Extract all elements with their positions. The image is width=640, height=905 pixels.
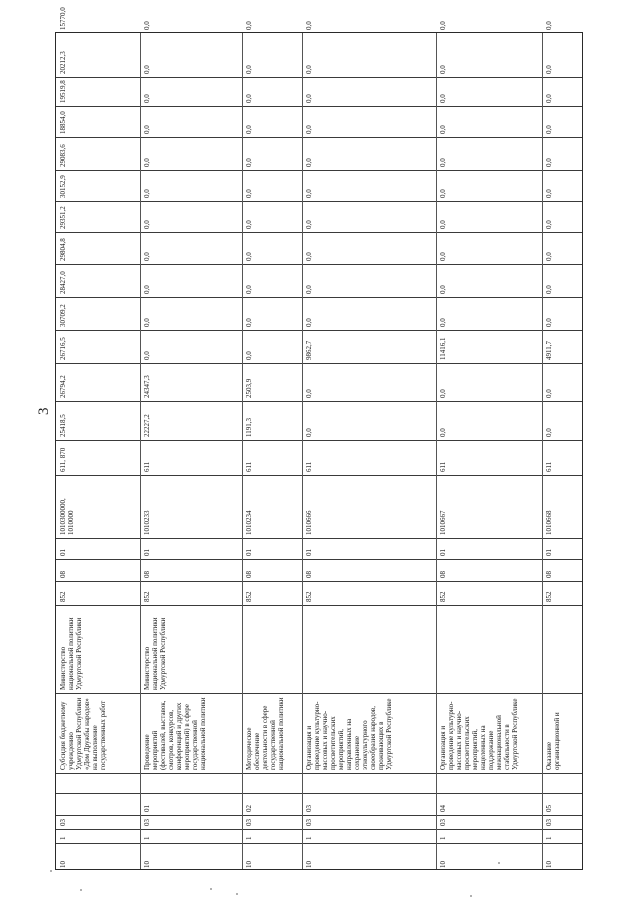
year-value: 0,0: [439, 158, 447, 167]
year-value: 0,0: [439, 65, 447, 74]
year-value: 9862,7: [305, 340, 313, 360]
column-divider: [56, 538, 582, 539]
year-value: 29351,2: [59, 206, 67, 229]
year-value: 15770,0: [59, 7, 67, 30]
year-value: 0,0: [305, 158, 313, 167]
year-value: 0,0: [143, 285, 151, 294]
executor-name: Министерство национальной политики Удмуртской Республики: [143, 617, 167, 690]
grbs-code: 852: [305, 591, 313, 602]
year-value: 29804,8: [59, 238, 67, 261]
target-article-code: 1010300000, 1010000: [59, 498, 75, 535]
page-number: 3: [36, 407, 52, 415]
grbs-code: 852: [545, 591, 553, 602]
year-value: 0,0: [305, 252, 313, 261]
code-cell: 1: [143, 836, 151, 840]
column-divider: [56, 106, 582, 107]
column-divider: [56, 137, 582, 138]
year-value: 0,0: [305, 189, 313, 198]
expense-type-code: 611: [143, 461, 151, 472]
scan-speck: [80, 889, 82, 891]
subsection-code: 01: [305, 549, 313, 556]
column-divider: [56, 440, 582, 441]
column-divider: [56, 401, 582, 402]
year-value: 0,0: [305, 94, 313, 103]
year-value: 0,0: [143, 94, 151, 103]
year-value: 0,0: [305, 428, 313, 437]
year-value: 30152,9: [59, 175, 67, 198]
year-value: 0,0: [545, 94, 553, 103]
code-cell: 05: [545, 805, 553, 812]
code-cell: 1: [245, 836, 253, 840]
year-value: 0,0: [439, 318, 447, 327]
year-value: 26716,5: [59, 337, 67, 360]
year-value: 1191,3: [245, 418, 253, 437]
year-value: 0,0: [143, 21, 151, 30]
year-value: 0,0: [545, 21, 553, 30]
code-cell: 03: [439, 819, 447, 826]
year-value: 0,0: [245, 220, 253, 229]
target-article-code: 1010667: [439, 510, 447, 535]
column-divider: [56, 581, 582, 582]
code-cell: 03: [545, 819, 553, 826]
year-value: 0,0: [143, 65, 151, 74]
scan-speck: [50, 870, 52, 872]
year-value: 0,0: [439, 428, 447, 437]
code-cell: 1: [59, 836, 67, 840]
year-value: 0,0: [439, 21, 447, 30]
year-value: 0,0: [439, 94, 447, 103]
year-value: 0,0: [439, 252, 447, 261]
year-value: 24347,3: [143, 375, 151, 398]
year-value: 0,0: [143, 189, 151, 198]
year-value: 0,0: [545, 389, 553, 398]
section-code: 08: [59, 571, 67, 578]
year-value: 0,0: [545, 189, 553, 198]
year-value: 25418,5: [59, 414, 67, 437]
subsection-code: 01: [245, 549, 253, 556]
grbs-code: 852: [143, 591, 151, 602]
column-divider: [56, 843, 582, 844]
column-divider: [56, 201, 582, 202]
year-value: 29083,6: [59, 144, 67, 167]
year-value: 0,0: [245, 318, 253, 327]
program-name: Организация и проведение культурно-массовых и научно-просветительских мероприятий, направленных на сохранение этнокультурного своеобразия народов, проживающих в Удмуртской Республике: [305, 698, 393, 770]
year-value: 19519,8: [59, 80, 67, 103]
column-divider: [56, 605, 582, 606]
grbs-code: 852: [59, 591, 67, 602]
column-divider: [56, 793, 582, 794]
year-value: 30709,2: [59, 304, 67, 327]
column-divider: [56, 232, 582, 233]
row-divider: [242, 33, 243, 869]
year-value: 0,0: [245, 189, 253, 198]
target-article-code: 1010668: [545, 510, 553, 535]
year-value: 0,0: [143, 158, 151, 167]
year-value: 0,0: [143, 351, 151, 360]
subsection-code: 01: [59, 549, 67, 556]
column-divider: [56, 475, 582, 476]
section-code: 08: [545, 571, 553, 578]
row-divider: [302, 33, 303, 869]
column-divider: [56, 829, 582, 830]
code-cell: 10: [545, 861, 553, 868]
year-value: 0,0: [545, 428, 553, 437]
year-value: 0,0: [245, 252, 253, 261]
section-code: 08: [143, 571, 151, 578]
budget-table: [55, 7, 583, 870]
subsection-code: 01: [439, 549, 447, 556]
year-value: 4911,7: [545, 341, 553, 360]
year-value: 0,0: [245, 125, 253, 134]
code-cell: 03: [143, 819, 151, 826]
year-value: 22227,2: [143, 414, 151, 437]
code-cell: 03: [305, 805, 313, 812]
year-value: 0,0: [545, 252, 553, 261]
code-cell: 10: [245, 861, 253, 868]
code-cell: 10: [59, 861, 67, 868]
expense-type-code: 611: [439, 461, 447, 472]
year-value: 0,0: [305, 285, 313, 294]
column-divider: [56, 330, 582, 331]
grbs-code: 852: [439, 591, 447, 602]
scan-speck: [498, 862, 500, 864]
year-value: 0,0: [305, 220, 313, 229]
year-value: 0,0: [305, 65, 313, 74]
year-value: 0,0: [143, 125, 151, 134]
code-cell: 1: [305, 836, 313, 840]
target-article-code: 1010234: [245, 510, 253, 535]
year-value: 0,0: [545, 318, 553, 327]
year-value: 20212,3: [59, 51, 67, 74]
code-cell: 1: [545, 836, 553, 840]
column-divider: [56, 264, 582, 265]
column-divider: [56, 363, 582, 364]
year-value: 0,0: [305, 125, 313, 134]
year-value: 0,0: [545, 158, 553, 167]
subsection-code: 01: [143, 549, 151, 556]
year-value: 0,0: [245, 94, 253, 103]
code-cell: 03: [59, 819, 67, 826]
scan-speck: [470, 895, 472, 897]
subsection-code: 01: [545, 549, 553, 556]
code-cell: 03: [305, 819, 313, 826]
target-article-code: 1010666: [305, 510, 313, 535]
column-divider: [56, 815, 582, 816]
executor-name: Министерство национальной политики Удмуртской Республики: [59, 617, 83, 690]
year-value: 0,0: [245, 158, 253, 167]
year-value: 28427,0: [59, 271, 67, 294]
code-cell: 1: [439, 836, 447, 840]
column-divider: [56, 297, 582, 298]
year-value: 0,0: [439, 285, 447, 294]
code-cell: 04: [439, 805, 447, 812]
program-name: Организация и проведение культурно-массовых и научно-просветительских мероприятий, нацеленных на поддержание межнациональной стабильности в Удмуртской Республике: [439, 698, 519, 770]
column-divider: [56, 773, 582, 774]
year-value: 0,0: [245, 65, 253, 74]
year-value: 0,0: [439, 389, 447, 398]
year-value: 0,0: [545, 285, 553, 294]
column-divider: [56, 559, 582, 560]
year-value: 18854,0: [59, 111, 67, 134]
target-article-code: 1010233: [143, 510, 151, 535]
section-code: 08: [245, 571, 253, 578]
year-value: 26794,2: [59, 375, 67, 398]
year-value: 0,0: [143, 318, 151, 327]
program-name: Методическое обеспечение деятельности в сфере государственной национальной политики: [245, 697, 285, 770]
year-value: 0,0: [545, 220, 553, 229]
program-name: Проведение мероприятий (фестивалей, выставок, смотров, конкурсов, конференций и других мероприятий) в сфере государственной национальной политики: [143, 697, 207, 770]
section-code: 08: [439, 571, 447, 578]
year-value: 0,0: [545, 125, 553, 134]
year-value: 2503,9: [245, 378, 253, 398]
program-name: Оказание организационной и: [545, 712, 561, 770]
year-value: 0,0: [245, 285, 253, 294]
year-value: 11416,1: [439, 337, 447, 360]
code-cell: 10: [143, 861, 151, 868]
year-value: 0,0: [439, 125, 447, 134]
year-value: 0,0: [439, 189, 447, 198]
code-cell: 03: [245, 819, 253, 826]
grbs-code: 852: [245, 591, 253, 602]
code-cell: 10: [305, 861, 313, 868]
expense-type-code: 611: [245, 461, 253, 472]
column-divider: [56, 77, 582, 78]
code-cell: 10: [439, 861, 447, 868]
expense-type-code: 611: [545, 461, 553, 472]
year-value: 0,0: [143, 220, 151, 229]
scan-speck: [210, 888, 212, 890]
year-value: 0,0: [305, 21, 313, 30]
column-divider: [56, 170, 582, 171]
code-cell: 01: [143, 805, 151, 812]
year-value: 0,0: [545, 65, 553, 74]
expense-type-code: 611: [305, 461, 313, 472]
row-divider: [542, 33, 543, 869]
expense-type-code: 611, 870: [59, 447, 67, 472]
scan-speck: [236, 893, 238, 895]
row-divider: [436, 33, 437, 869]
year-value: 0,0: [245, 21, 253, 30]
year-value: 0,0: [245, 351, 253, 360]
section-code: 08: [305, 571, 313, 578]
year-value: 0,0: [143, 252, 151, 261]
program-name: Субсидия бюджетному учреждению Удмуртской Республики «Дом Дружбы народов» на выполнение государственных работ: [59, 697, 107, 770]
year-value: 0,0: [439, 220, 447, 229]
year-value: 0,0: [305, 318, 313, 327]
column-divider: [56, 693, 582, 694]
code-cell: 02: [245, 805, 253, 812]
row-divider: [140, 33, 141, 869]
year-value: 0,0: [305, 389, 313, 398]
